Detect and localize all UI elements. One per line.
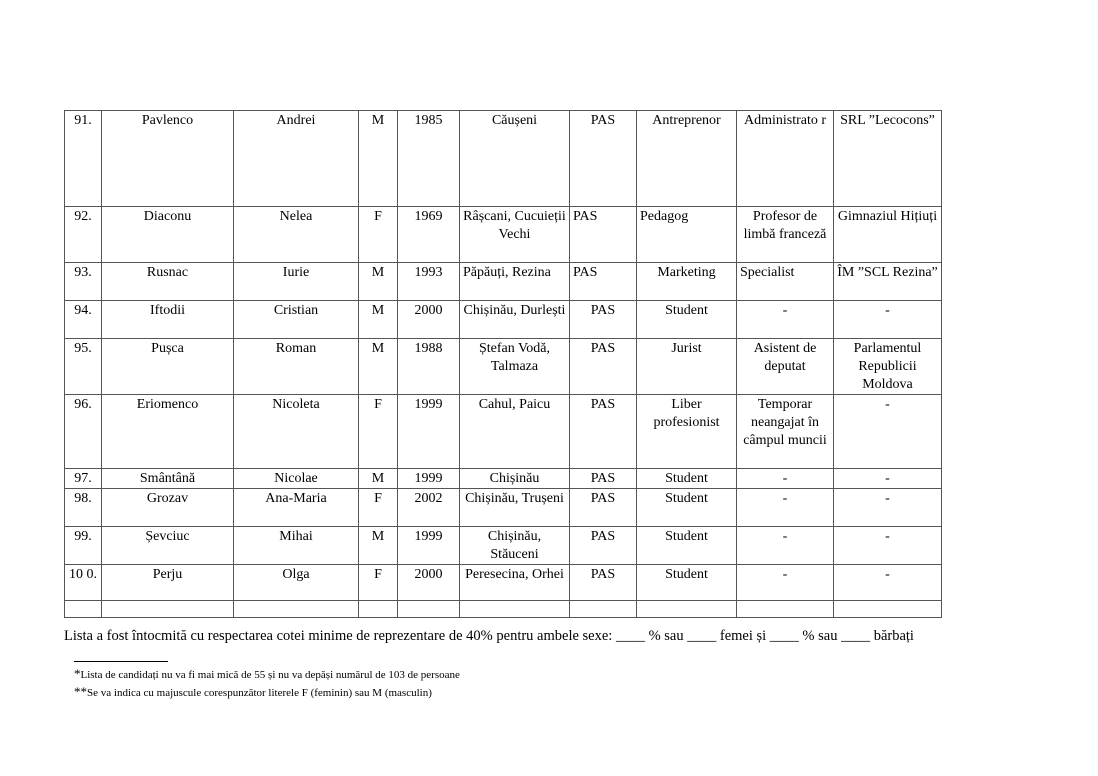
cell-empty bbox=[398, 601, 460, 618]
cell-first-name: Iurie bbox=[234, 263, 359, 301]
cell-last-name: Șevciuc bbox=[102, 527, 234, 565]
cell-last-name: Grozav bbox=[102, 489, 234, 527]
cell-residence: Cahul, Paicu bbox=[460, 395, 570, 469]
cell-residence: Chișinău bbox=[460, 469, 570, 489]
cell-first-name: Olga bbox=[234, 565, 359, 601]
cell-position: Administrato r bbox=[737, 111, 834, 207]
cell-residence: Râșcani, Cucuieții Vechi bbox=[460, 207, 570, 263]
table-row-empty bbox=[65, 601, 942, 618]
cell-workplace: Gimnaziul Hițiuți bbox=[834, 207, 942, 263]
cell-profession: Liber profesionist bbox=[637, 395, 737, 469]
footnote-1-star: * bbox=[74, 666, 81, 681]
cell-position: - bbox=[737, 527, 834, 565]
cell-workplace: - bbox=[834, 395, 942, 469]
cell-position: - bbox=[737, 469, 834, 489]
cell-profession: Student bbox=[637, 469, 737, 489]
cell-position: - bbox=[737, 301, 834, 339]
cell-empty bbox=[737, 601, 834, 618]
footnote-separator bbox=[74, 661, 168, 662]
footnote-2-text: Se va indica cu majuscule corespunzător literele F (feminin) sau M (masculin) bbox=[87, 687, 432, 699]
cell-birth-year: 2000 bbox=[398, 565, 460, 601]
quota-note: Lista a fost întocmită cu respectarea cotei minime de reprezentare de 40% pentru ambele sexe: ____ % sau ____ femei și ____ % sau ____ bărbați bbox=[64, 628, 914, 644]
cell-sex: F bbox=[359, 207, 398, 263]
cell-row-number: 99. bbox=[65, 527, 102, 565]
cell-party: PAS bbox=[570, 207, 637, 263]
table-row bbox=[65, 469, 942, 489]
cell-birth-year: 2000 bbox=[398, 301, 460, 339]
table-row bbox=[65, 207, 942, 263]
cell-sex: M bbox=[359, 301, 398, 339]
cell-sex: M bbox=[359, 263, 398, 301]
cell-party: PAS bbox=[570, 469, 637, 489]
cell-first-name: Nicolae bbox=[234, 469, 359, 489]
cell-profession: Student bbox=[637, 301, 737, 339]
cell-residence: Păpăuți, Rezina bbox=[460, 263, 570, 301]
cell-first-name: Roman bbox=[234, 339, 359, 395]
cell-sex: F bbox=[359, 489, 398, 527]
cell-party: PAS bbox=[570, 527, 637, 565]
cell-residence: Ștefan Vodă, Talmaza bbox=[460, 339, 570, 395]
cell-workplace: - bbox=[834, 489, 942, 527]
cell-workplace: SRL ”Lecocons” bbox=[834, 111, 942, 207]
cell-profession: Pedagog bbox=[637, 207, 737, 263]
cell-last-name: Diaconu bbox=[102, 207, 234, 263]
cell-workplace: - bbox=[834, 565, 942, 601]
cell-residence: Chișinău, Trușeni bbox=[460, 489, 570, 527]
cell-last-name: Pavlenco bbox=[102, 111, 234, 207]
cell-last-name: Iftodii bbox=[102, 301, 234, 339]
candidate-table bbox=[64, 110, 942, 618]
cell-workplace: - bbox=[834, 301, 942, 339]
footnote-1-text: Lista de candidați nu va fi mai mică de 55 și nu va depăși numărul de 103 de persoane bbox=[80, 669, 460, 681]
table-row bbox=[65, 489, 942, 527]
cell-birth-year: 2002 bbox=[398, 489, 460, 527]
table-row bbox=[65, 565, 942, 601]
cell-empty bbox=[637, 601, 737, 618]
cell-row-number: 98. bbox=[65, 489, 102, 527]
cell-row-number: 10 0. bbox=[65, 565, 102, 601]
cell-profession: Student bbox=[637, 489, 737, 527]
cell-sex: M bbox=[359, 339, 398, 395]
table-row bbox=[65, 111, 942, 207]
cell-profession: Antreprenor bbox=[637, 111, 737, 207]
cell-position: Temporar neangajat în câmpul muncii bbox=[737, 395, 834, 469]
cell-party: PAS bbox=[570, 395, 637, 469]
cell-party: PAS bbox=[570, 301, 637, 339]
cell-profession: Jurist bbox=[637, 339, 737, 395]
footnote-2 bbox=[74, 684, 432, 700]
table-row bbox=[65, 263, 942, 301]
cell-empty bbox=[65, 601, 102, 618]
cell-workplace: - bbox=[834, 527, 942, 565]
cell-last-name: Rusnac bbox=[102, 263, 234, 301]
cell-residence: Peresecina, Orhei bbox=[460, 565, 570, 601]
cell-empty bbox=[834, 601, 942, 618]
cell-birth-year: 1993 bbox=[398, 263, 460, 301]
cell-birth-year: 1999 bbox=[398, 469, 460, 489]
cell-first-name: Nelea bbox=[234, 207, 359, 263]
cell-first-name: Nicoleta bbox=[234, 395, 359, 469]
cell-empty bbox=[234, 601, 359, 618]
cell-profession: Student bbox=[637, 527, 737, 565]
cell-birth-year: 1985 bbox=[398, 111, 460, 207]
cell-sex: M bbox=[359, 111, 398, 207]
table-row bbox=[65, 527, 942, 565]
cell-birth-year: 1969 bbox=[398, 207, 460, 263]
cell-last-name: Perju bbox=[102, 565, 234, 601]
cell-party: PAS bbox=[570, 263, 637, 301]
cell-row-number: 92. bbox=[65, 207, 102, 263]
cell-party: PAS bbox=[570, 111, 637, 207]
cell-residence: Căușeni bbox=[460, 111, 570, 207]
table-row bbox=[65, 339, 942, 395]
cell-residence: Chișinău, Durlești bbox=[460, 301, 570, 339]
cell-sex: M bbox=[359, 527, 398, 565]
cell-sex: F bbox=[359, 565, 398, 601]
cell-party: PAS bbox=[570, 489, 637, 527]
cell-position: - bbox=[737, 489, 834, 527]
cell-sex: M bbox=[359, 469, 398, 489]
cell-row-number: 97. bbox=[65, 469, 102, 489]
cell-birth-year: 1999 bbox=[398, 527, 460, 565]
cell-last-name: Smântână bbox=[102, 469, 234, 489]
cell-first-name: Mihai bbox=[234, 527, 359, 565]
cell-position: Profesor de limbă franceză bbox=[737, 207, 834, 263]
footnote-1 bbox=[74, 666, 460, 682]
table-row bbox=[65, 395, 942, 469]
cell-row-number: 91. bbox=[65, 111, 102, 207]
cell-last-name: Pușca bbox=[102, 339, 234, 395]
footnote-2-star: ** bbox=[74, 684, 87, 699]
cell-last-name: Eriomenco bbox=[102, 395, 234, 469]
cell-empty bbox=[460, 601, 570, 618]
cell-party: PAS bbox=[570, 565, 637, 601]
cell-workplace: Parlamentul Republicii Moldova bbox=[834, 339, 942, 395]
cell-empty bbox=[102, 601, 234, 618]
cell-row-number: 96. bbox=[65, 395, 102, 469]
cell-empty bbox=[359, 601, 398, 618]
cell-workplace: ÎM ”SCL Rezina” bbox=[834, 263, 942, 301]
cell-first-name: Andrei bbox=[234, 111, 359, 207]
cell-row-number: 95. bbox=[65, 339, 102, 395]
cell-profession: Student bbox=[637, 565, 737, 601]
cell-position: - bbox=[737, 565, 834, 601]
cell-profession: Marketing bbox=[637, 263, 737, 301]
cell-birth-year: 1988 bbox=[398, 339, 460, 395]
cell-residence: Chișinău, Stăuceni bbox=[460, 527, 570, 565]
cell-sex: F bbox=[359, 395, 398, 469]
cell-party: PAS bbox=[570, 339, 637, 395]
cell-workplace: - bbox=[834, 469, 942, 489]
cell-birth-year: 1999 bbox=[398, 395, 460, 469]
cell-row-number: 94. bbox=[65, 301, 102, 339]
cell-first-name: Ana-Maria bbox=[234, 489, 359, 527]
table-row bbox=[65, 301, 942, 339]
cell-empty bbox=[570, 601, 637, 618]
cell-position: Specialist bbox=[737, 263, 834, 301]
cell-position: Asistent de deputat bbox=[737, 339, 834, 395]
cell-row-number: 93. bbox=[65, 263, 102, 301]
cell-first-name: Cristian bbox=[234, 301, 359, 339]
